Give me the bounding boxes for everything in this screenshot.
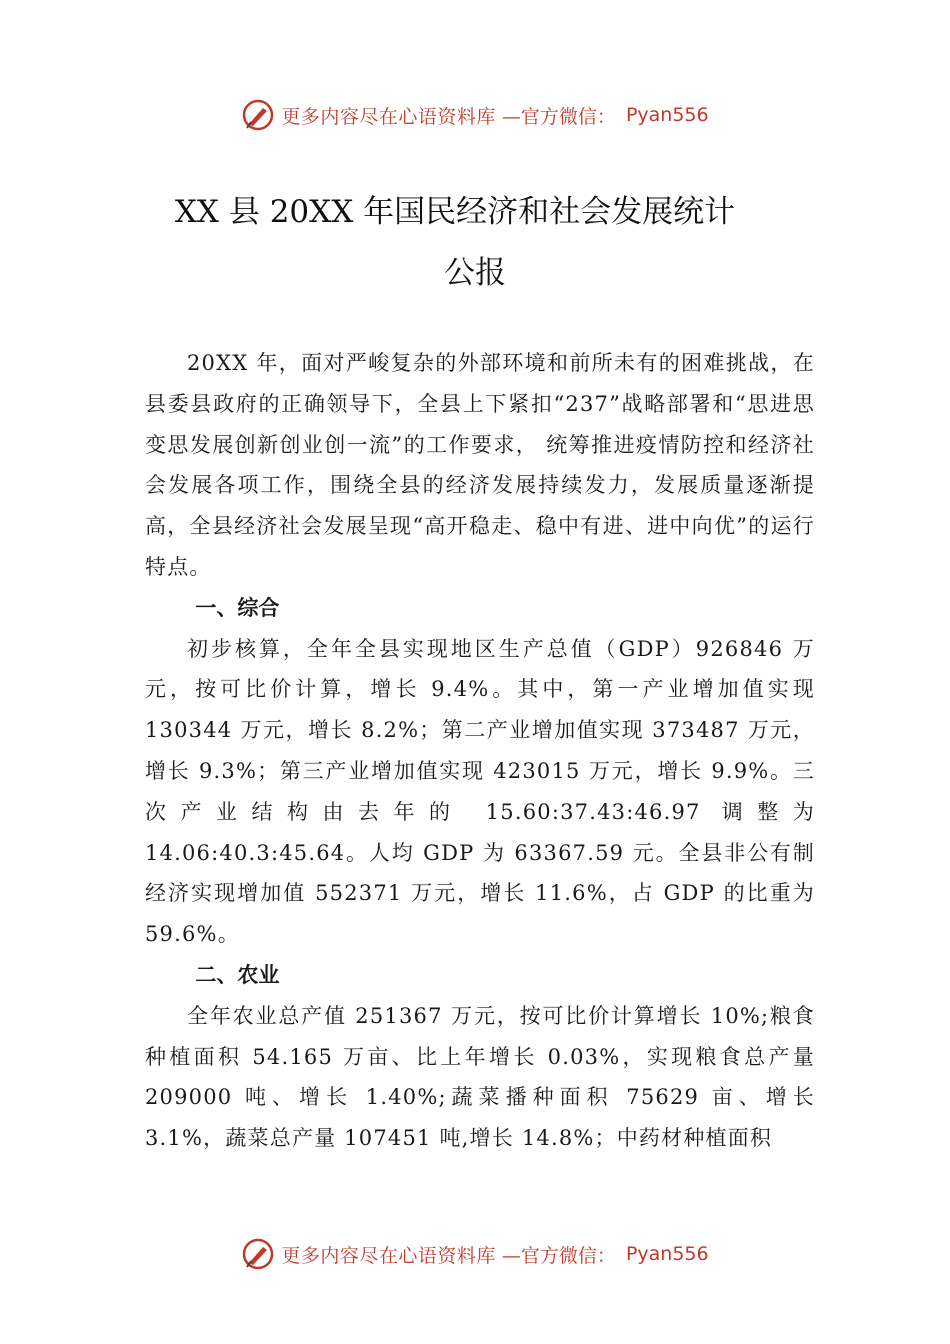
page-title-line2: 公报 bbox=[444, 255, 506, 291]
section-paragraph-agriculture: 全年农业总产值 251367 万元，按可比价计算增长 10%;粮食种植面积 54.165 万亩、比上年增长 0.03%，实现粮食总产量 209000 吨、增长 1.40%;蔬菜播种面积 75629 亩、增长 3.1%，蔬菜总产量 107451 吨,增长 14.8%；中药材种植面积 bbox=[145, 1003, 815, 1151]
banner-wechat-id: Pyan556 bbox=[625, 1243, 709, 1265]
intro-paragraph: 20XX 年，面对严峻复杂的外部环境和前所未有的困难挑战，在县委县政府的正确领导下，全县上下紧扣“237”战略部署和“思进思变思发展创新创业创一流”的工作要求， 统筹推进疫情防控和经济社会发展各项工作，围绕全县的经济发展持续发力，发展质量逐渐提高，全县经济社会发展呈现“高开稳走、稳中有进、进中向优”的运行特点。 bbox=[145, 351, 815, 579]
banner-dash: —官方微信： bbox=[501, 1244, 616, 1267]
banner-wechat-id: Pyan556 bbox=[625, 104, 709, 126]
header-banner bbox=[0, 95, 950, 135]
section-heading-agriculture: 二、农业 bbox=[195, 962, 280, 987]
pen-logo-icon bbox=[241, 98, 275, 132]
banner-dash: —官方微信： bbox=[501, 105, 616, 128]
footer-banner bbox=[0, 1234, 950, 1274]
pen-logo-icon bbox=[241, 1237, 275, 1271]
page-title-line1: XX 县 20XX 年国民经济和社会发展统计 bbox=[174, 194, 736, 230]
document-body bbox=[145, 343, 815, 1159]
banner-text: 更多内容尽在心语资料库 bbox=[281, 105, 496, 128]
section-heading-comprehensive: 一、综合 bbox=[195, 595, 280, 620]
section-paragraph-comprehensive: 初步核算，全年全县实现地区生产总值（GDP）926846 万元，按可比价计算，增长 9.4%。其中，第一产业增加值实现 130344 万元，增长 8.2%；第二产业增加值实现 373487 万元，增长 9.3%；第三产业增加值实现 423015 万元，增长 9.9%。三次产业结构由去年的 15.60:37.43:46.97 调整为 14.06:40.3:45.64。人均 GDP 为 63367.59 元。全县非公有制经济实现增加值 552371 万元，增长 11.6%，占 GDP 的比重为 59.6%。 bbox=[145, 636, 815, 947]
banner-text: 更多内容尽在心语资料库 bbox=[281, 1244, 496, 1267]
